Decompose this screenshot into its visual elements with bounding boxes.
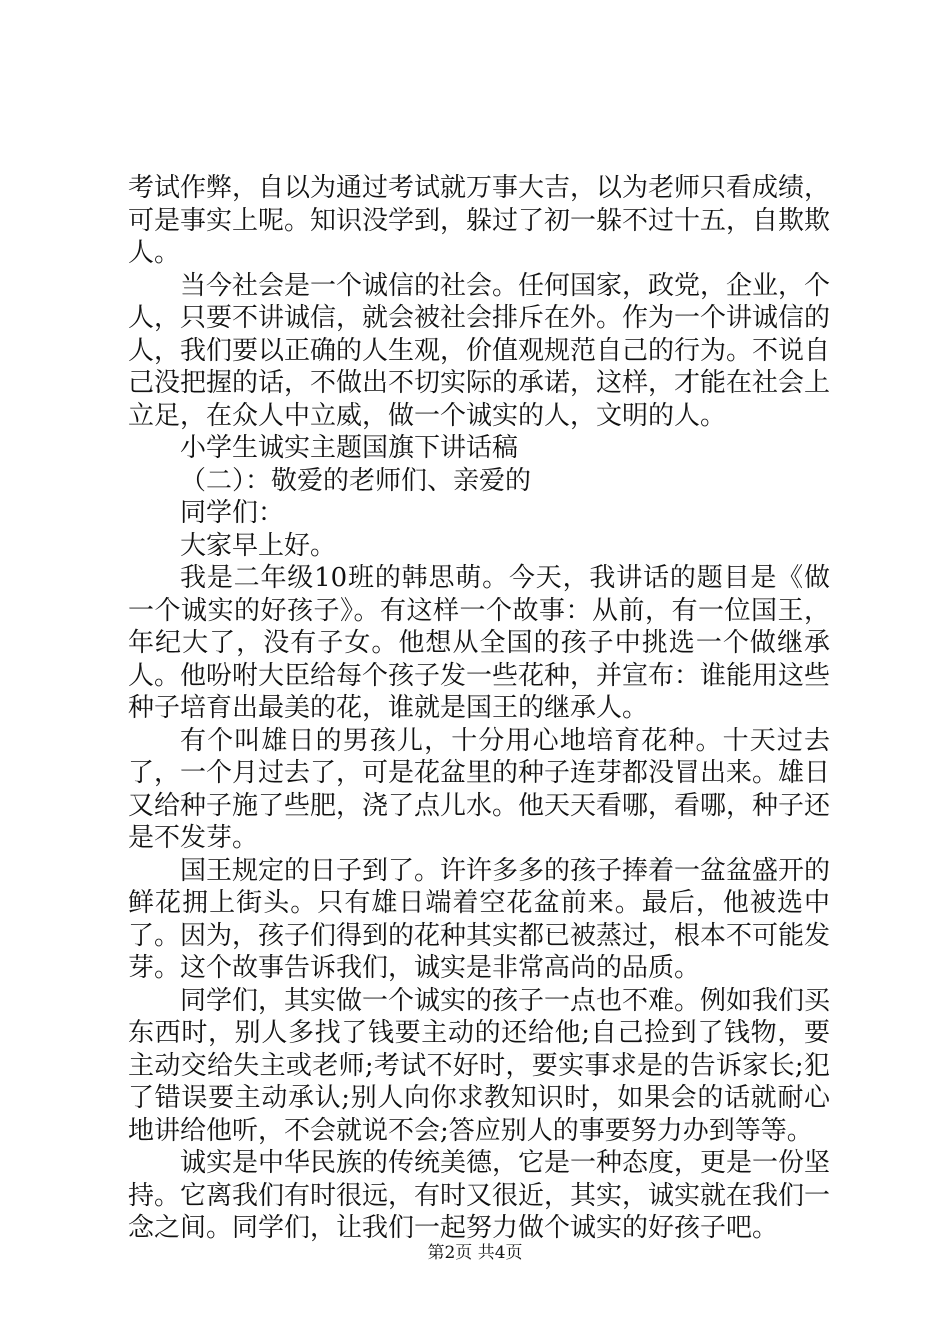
paragraph-11: 诚实是中华民族的传统美德，它是一种态度，更是一份坚持。它离我们有时很远，有时又很近，其实，诚实就在我们一念之间。同学们，让我们一起努力做个诚实的好孩子吧。 <box>128 1148 831 1243</box>
paragraph-9: 国王规定的日子到了。许许多多的孩子捧着一盆盆盛开的鲜花拥上街头。只有雄日端着空花盆前来。最后，他被选中了。因为，孩子们得到的花种其实都已被蒸过，根本不可能发芽。这个故事告诉我们，诚实是非常高尚的品质。 <box>128 855 831 983</box>
paragraph-1: 考试作弊，自以为通过考试就万事大吉，以为老师只看成绩，可是事实上呢。知识没学到，躲过了初一躲不过十五，自欺欺人。 <box>128 173 831 268</box>
paragraph-8: 有个叫雄日的男孩儿，十分用心地培育花种。十天过去了，一个月过去了，可是花盆里的种子连芽都没冒出来。雄日又给种子施了些肥，浇了点儿水。他天天看哪，看哪，种子还是不发芽。 <box>128 725 831 853</box>
paragraph-2: 当今社会是一个诚信的社会。任何国家，政党，企业，个人，只要不讲诚信，就会被社会排斥在外。作为一个讲诚信的人，我们要以正确的人生观，价值观规范自己的行为。不说自己没把握的话，不做出不切实际的承诺，这样，才能在社会上立足，在众人中立威，做一个诚实的人，文明的人。 <box>128 270 831 431</box>
speech-title: 小学生诚实主题国旗下讲话稿 <box>180 433 519 463</box>
speech-subtitle: （二）：敬爱的老师们、亲爱的 <box>180 465 532 496</box>
salutation: 同学们： <box>180 498 285 528</box>
paragraph-10: 同学们，其实做一个诚实的孩子一点也不难。例如我们买东西时，别人多找了钱要主动的还给他;自己捡到了钱物，要主动交给失主或老师;考试不好时，要实事求是的告诉家长;犯了错误要主动承认;别人向你求教知识时，如果会的话就耐心地讲给他听，不会就说不会;答应别人的事要努力办到等等。 <box>128 985 831 1146</box>
greeting: 大家早上好。 <box>180 530 337 561</box>
page-number-label: 第2页 共4页 <box>427 1243 523 1263</box>
document-body <box>128 172 830 1245</box>
paragraph-7: 我是二年级10班的韩思萌。今天，我讲话的题目是《做一个诚实的好孩子》。有这样一个故事：从前，有一位国王，年纪大了，没有子女。他想从全国的孩子中挑选一个做继承人。他吩咐大臣给每个孩子发一些花种，并宣布：谁能用这些种子培育出最美的花，谁就是国王的继承人。 <box>128 563 831 723</box>
page-footer <box>0 1242 950 1264</box>
